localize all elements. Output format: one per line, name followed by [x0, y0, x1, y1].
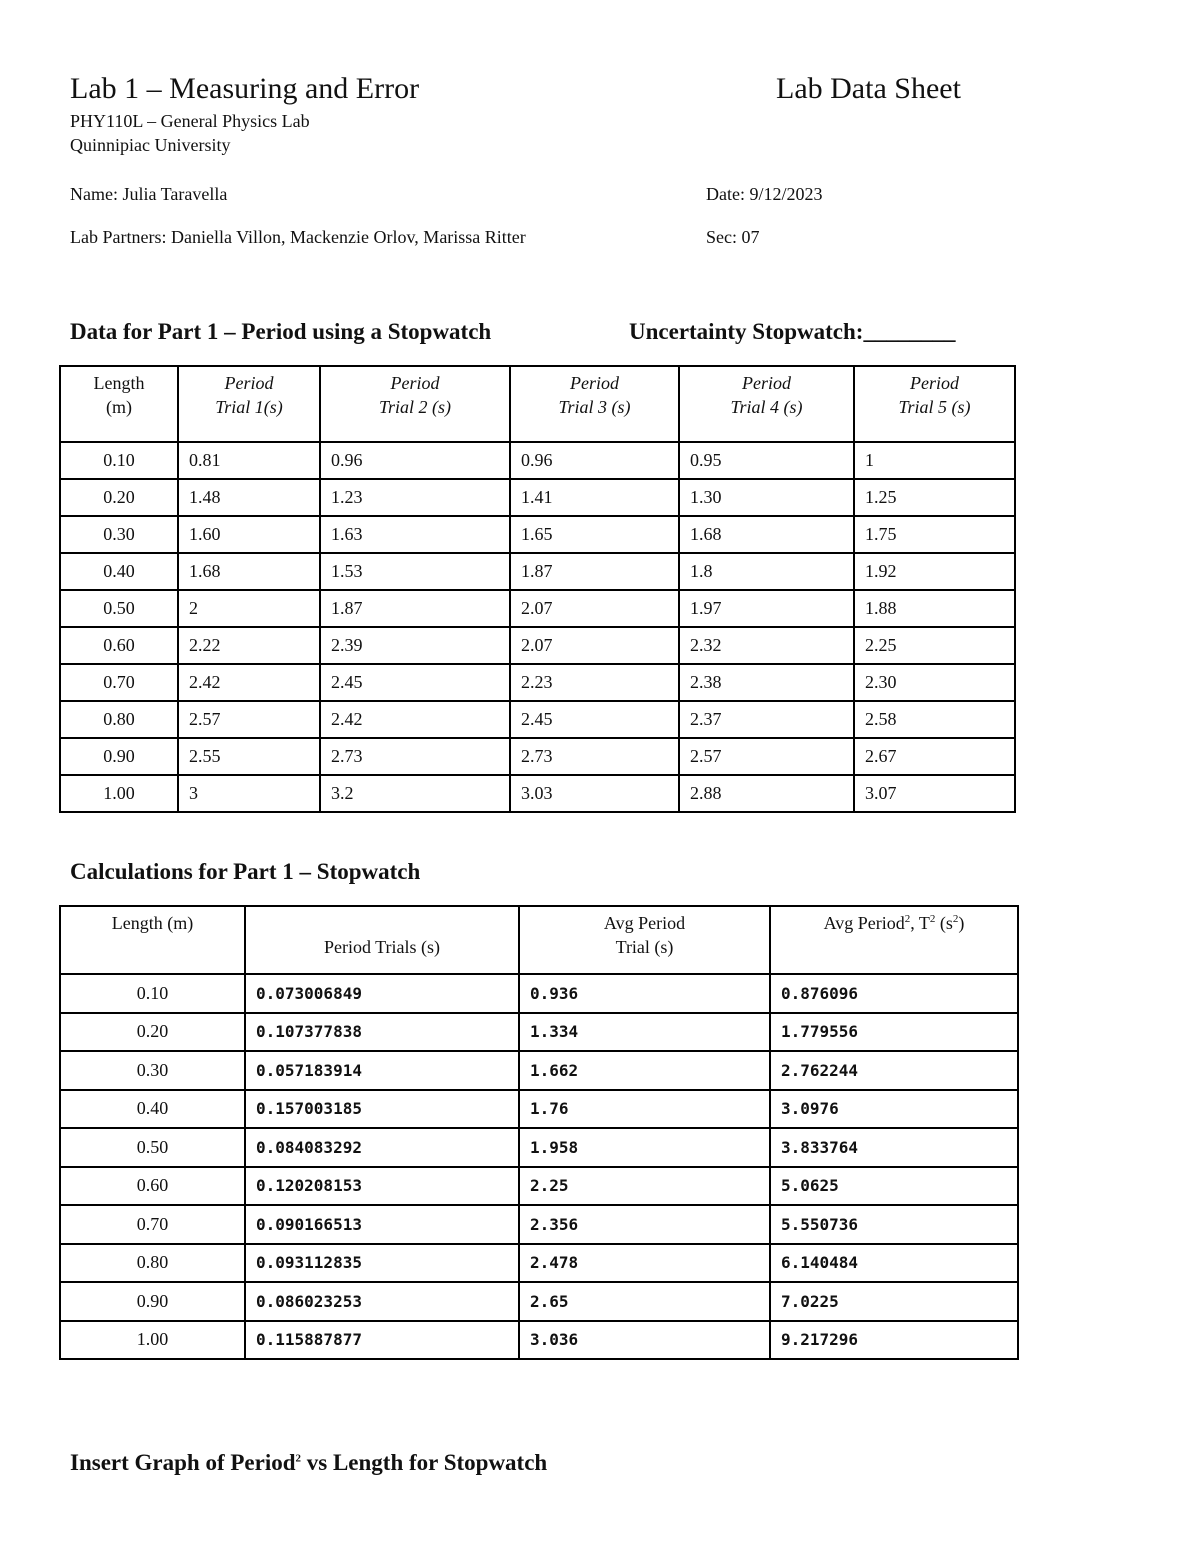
length-cell: 0.70 — [60, 1205, 245, 1244]
lab-date: Date: 9/12/2023 — [706, 184, 823, 204]
period-trials-cell: 0.120208153 — [245, 1167, 519, 1206]
trial-3-cell: 3.03 — [510, 775, 679, 812]
avg-period-squared-cell: 5.0625 — [770, 1167, 1018, 1206]
section-number: Sec: 07 — [706, 227, 760, 247]
trial-5-cell: 2.25 — [854, 627, 1015, 664]
length-cell: 0.30 — [60, 516, 178, 553]
calc-header-length: Length (m) — [60, 906, 245, 974]
length-cell: 0.30 — [60, 1051, 245, 1090]
table-row — [60, 627, 1015, 664]
trial-4-cell: 2.88 — [679, 775, 854, 812]
period-trials-cell: 0.057183914 — [245, 1051, 519, 1090]
avg-period-squared-cell: 5.550736 — [770, 1205, 1018, 1244]
trial-4-cell: 1.68 — [679, 516, 854, 553]
trial-4-cell: 1.30 — [679, 479, 854, 516]
avg-period-cell: 2.356 — [519, 1205, 770, 1244]
avg-period-cell: 2.478 — [519, 1244, 770, 1283]
length-cell: 0.90 — [60, 1282, 245, 1321]
length-cell: 0.10 — [60, 974, 245, 1013]
avg-period-cell: 1.76 — [519, 1090, 770, 1129]
period-trials-cell: 0.090166513 — [245, 1205, 519, 1244]
length-cell: 0.60 — [60, 1167, 245, 1206]
table-row — [60, 1128, 1018, 1167]
length-cell: 0.20 — [60, 1013, 245, 1052]
table-row — [60, 1321, 1018, 1360]
table-row — [60, 1282, 1018, 1321]
trial-1-cell: 1.48 — [178, 479, 320, 516]
table-row — [60, 1205, 1018, 1244]
avg-period-cell: 1.334 — [519, 1013, 770, 1052]
avg-period-cell: 3.036 — [519, 1321, 770, 1360]
period-trials-cell: 0.115887877 — [245, 1321, 519, 1360]
part1-title: Data for Part 1 – Period using a Stopwatch — [70, 319, 492, 344]
trial-5-cell: 3.07 — [854, 775, 1015, 812]
table-row — [60, 479, 1015, 516]
length-cell: 0.80 — [60, 1244, 245, 1283]
table-row — [60, 1013, 1018, 1052]
trial-1-cell: 2.57 — [178, 701, 320, 738]
trial-2-cell: 2.39 — [320, 627, 510, 664]
trial-4-cell: 2.38 — [679, 664, 854, 701]
trial-5-cell: 1.75 — [854, 516, 1015, 553]
avg-period-squared-cell: 7.0225 — [770, 1282, 1018, 1321]
table-row — [60, 1167, 1018, 1206]
trial-5-cell: 1.88 — [854, 590, 1015, 627]
trial-1-cell: 1.68 — [178, 553, 320, 590]
trial-5-cell: 2.58 — [854, 701, 1015, 738]
trial-2-cell: 1.53 — [320, 553, 510, 590]
avg-period-squared-cell: 3.833764 — [770, 1128, 1018, 1167]
trial-3-cell: 2.45 — [510, 701, 679, 738]
trial-3-cell: 1.65 — [510, 516, 679, 553]
length-cell: 1.00 — [60, 1321, 245, 1360]
trial-2-cell: 2.73 — [320, 738, 510, 775]
trial-1-cell: 2 — [178, 590, 320, 627]
calc-header-avg-squared: Avg Period$^2$, $T^2$ $(s^2)$ — [770, 906, 1018, 974]
length-cell: 0.40 — [60, 553, 178, 590]
table-row — [60, 701, 1015, 738]
header-length: Length (m) — [60, 366, 178, 442]
period-trials-cell: 0.093112835 — [245, 1244, 519, 1283]
lab-partners: Lab Partners: Daniella Villon, Mackenzie Orlov, Marissa Ritter — [70, 227, 526, 247]
length-cell: 0.60 — [60, 627, 178, 664]
avg-period-cell: 0.936 — [519, 974, 770, 1013]
period-trials-cell: 0.107377838 — [245, 1013, 519, 1052]
trial-2-cell: 2.45 — [320, 664, 510, 701]
calc-header-row — [60, 906, 1018, 974]
calculations-table — [59, 905, 1019, 1360]
trial-5-cell: 2.67 — [854, 738, 1015, 775]
trial-5-cell: 1.92 — [854, 553, 1015, 590]
trial-3-cell: 2.07 — [510, 590, 679, 627]
length-cell: 0.40 — [60, 1090, 245, 1129]
trial-2-cell: 2.42 — [320, 701, 510, 738]
trial-1-cell: 0.81 — [178, 442, 320, 479]
header-trial-4: Period Trial 4 (s) — [679, 366, 854, 442]
calc-header-avg: Avg Period Trial (s) — [519, 906, 770, 974]
period-trials-cell: 0.086023253 — [245, 1282, 519, 1321]
trial-2-cell: 3.2 — [320, 775, 510, 812]
trial-1-cell: 3 — [178, 775, 320, 812]
student-name: Name: Julia Taravella — [70, 184, 228, 204]
trial-3-cell: 1.87 — [510, 553, 679, 590]
avg-period-cell: 2.65 — [519, 1282, 770, 1321]
trial-1-cell: 2.55 — [178, 738, 320, 775]
trial-4-cell: 2.32 — [679, 627, 854, 664]
table-row — [60, 738, 1015, 775]
trial-2-cell: 1.87 — [320, 590, 510, 627]
table-row — [60, 974, 1018, 1013]
trial-5-cell: 1 — [854, 442, 1015, 479]
table-row — [60, 775, 1015, 812]
length-cell: 0.70 — [60, 664, 178, 701]
avg-period-cell: 1.662 — [519, 1051, 770, 1090]
header-trial-2: Period Trial 2 (s) — [320, 366, 510, 442]
trial-3-cell: 2.23 — [510, 664, 679, 701]
uncertainty-label: Uncertainty Stopwatch:________ — [629, 319, 956, 344]
header-trial-1: Period Trial 1(s) — [178, 366, 320, 442]
period-data-table — [59, 365, 1016, 813]
sheet-title: Lab Data Sheet — [776, 72, 961, 105]
avg-period-cell: 1.958 — [519, 1128, 770, 1167]
trial-3-cell: 2.07 — [510, 627, 679, 664]
period-header-row — [60, 366, 1015, 442]
trial-4-cell: 2.57 — [679, 738, 854, 775]
trial-1-cell: 1.60 — [178, 516, 320, 553]
trial-2-cell: 0.96 — [320, 442, 510, 479]
trial-3-cell: 2.73 — [510, 738, 679, 775]
avg-period-squared-cell: 6.140484 — [770, 1244, 1018, 1283]
table-row — [60, 516, 1015, 553]
table-row — [60, 590, 1015, 627]
graph-prompt: Insert Graph of Period$^2$ vs Length for Stopwatch — [70, 1450, 548, 1475]
trial-4-cell: 2.37 — [679, 701, 854, 738]
trial-2-cell: 1.23 — [320, 479, 510, 516]
avg-period-squared-cell: 3.0976 — [770, 1090, 1018, 1129]
table-row — [60, 553, 1015, 590]
avg-period-squared-cell: 1.779556 — [770, 1013, 1018, 1052]
trial-3-cell: 1.41 — [510, 479, 679, 516]
trial-4-cell: 1.97 — [679, 590, 854, 627]
calc-title: Calculations for Part 1 – Stopwatch — [70, 859, 421, 884]
table-row — [60, 1090, 1018, 1129]
length-cell: 0.90 — [60, 738, 178, 775]
header-trial-3: Period Trial 3 (s) — [510, 366, 679, 442]
avg-period-squared-cell: 0.876096 — [770, 974, 1018, 1013]
trial-1-cell: 2.22 — [178, 627, 320, 664]
length-cell: 0.20 — [60, 479, 178, 516]
length-cell: 1.00 — [60, 775, 178, 812]
calc-header-trials: Period Trials (s) — [245, 906, 519, 974]
period-trials-cell: 0.157003185 — [245, 1090, 519, 1129]
trial-2-cell: 1.63 — [320, 516, 510, 553]
period-trials-cell: 0.084083292 — [245, 1128, 519, 1167]
school-name: Quinnipiac University — [70, 135, 231, 155]
table-row — [60, 1051, 1018, 1090]
trial-1-cell: 2.42 — [178, 664, 320, 701]
length-cell: 0.50 — [60, 590, 178, 627]
table-row — [60, 442, 1015, 479]
table-row — [60, 1244, 1018, 1283]
avg-period-cell: 2.25 — [519, 1167, 770, 1206]
trial-4-cell: 1.8 — [679, 553, 854, 590]
period-trials-cell: 0.073006849 — [245, 974, 519, 1013]
course-name: PHY110L – General Physics Lab — [70, 111, 310, 131]
table-row — [60, 664, 1015, 701]
lab-title: Lab 1 – Measuring and Error — [70, 72, 420, 105]
trial-3-cell: 0.96 — [510, 442, 679, 479]
header-trial-5: Period Trial 5 (s) — [854, 366, 1015, 442]
avg-period-squared-cell: 9.217296 — [770, 1321, 1018, 1360]
trial-5-cell: 2.30 — [854, 664, 1015, 701]
length-cell: 0.80 — [60, 701, 178, 738]
length-cell: 0.10 — [60, 442, 178, 479]
trial-4-cell: 0.95 — [679, 442, 854, 479]
trial-5-cell: 1.25 — [854, 479, 1015, 516]
avg-period-squared-cell: 2.762244 — [770, 1051, 1018, 1090]
length-cell: 0.50 — [60, 1128, 245, 1167]
